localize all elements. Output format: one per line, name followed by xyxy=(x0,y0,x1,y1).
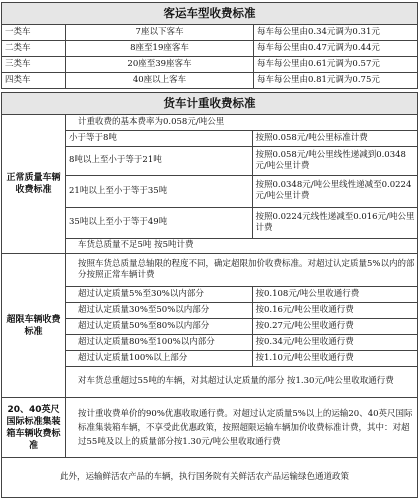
fee-rate: 每车每公里由0.81元调为0.75元 xyxy=(254,73,418,89)
table-row xyxy=(66,175,418,207)
overload-range: 超过认定质量30%至50%以内部分 xyxy=(66,302,252,318)
fee-rule: 按1.10元/吨公里收通行费 xyxy=(252,350,418,366)
table-row xyxy=(66,146,418,175)
overload-intro: 按照车货总质量总轴限的程度不同，确定超限加价收费标准。对超过认定质量5%以内的部分按照正常车辆计费 xyxy=(66,254,418,286)
vehicle-class: 四类车 xyxy=(2,73,66,89)
table-row xyxy=(66,350,418,366)
overload-range: 超过认定质量5%至30%以内部分 xyxy=(66,286,252,302)
minimum-weight-note: 车货总质量不足5吨 按5吨计费 xyxy=(66,238,418,253)
container-vehicle-section-label: 20、40英尺国际标准集装箱车辆收费标准 xyxy=(2,398,66,458)
over-55t-note: 对车货总重超过55吨的车辆，对其超过认定质量的部分 按1.30元/吨公里收取通行费 xyxy=(66,366,418,397)
fee-rule: 按0.27元/吨公里收通行费 xyxy=(252,318,418,334)
fee-rule: 按照0.058元/吨公里标准计费 xyxy=(252,130,418,146)
container-vehicle-policy: 按计重收费单价的90%优惠收取通行费。对超过认定质量5%以上的运输20、40英尺国际标准集装箱车辆，不享受此优惠政策，按照超限运输车辆加价收费标准计费，其中：对超过55吨及以上的质量部分按1.30元/吨公里收取通行费 xyxy=(66,398,418,458)
table-row xyxy=(66,302,418,318)
table-row xyxy=(2,41,418,57)
table-row xyxy=(2,57,418,73)
passenger-fee-table xyxy=(1,2,418,89)
table-row xyxy=(66,207,418,238)
seat-range: 8座至19座客车 xyxy=(66,41,254,57)
weight-range: 小于等于8吨 xyxy=(66,130,252,146)
overload-range: 超过认定质量80%至100%以内部分 xyxy=(66,334,252,350)
overload-range: 超过认定质量50%至80%以内部分 xyxy=(66,318,252,334)
fee-rule: 按0.34元/吨公里收通行费 xyxy=(252,334,418,350)
table-row xyxy=(66,130,418,146)
passenger-table-title: 客运车型收费标准 xyxy=(2,3,418,25)
fee-rate: 每车每公里由0.34元调为0.31元 xyxy=(254,25,418,41)
overload-range: 超过认定质量100%以上部分 xyxy=(66,350,252,366)
table-row xyxy=(66,334,418,350)
weight-range: 35吨以上至小于等于49吨 xyxy=(66,207,252,238)
freight-table-title: 货车计重收费标准 xyxy=(2,93,418,115)
table-row xyxy=(66,286,418,302)
overload-vehicle-section-label: 超限车辆收费标准 xyxy=(2,254,66,398)
fee-rule: 按照0.058元/吨公里线性递减到0.0348元/吨公里计费 xyxy=(252,146,418,175)
vehicle-class: 二类车 xyxy=(2,41,66,57)
fee-rule: 按照0.0224元线性递减至0.016元/吨公里计费 xyxy=(252,207,418,238)
seat-range: 20座至39座客车 xyxy=(66,57,254,73)
seat-range: 40座以上客车 xyxy=(66,73,254,89)
fee-rate: 每车每公里由0.47元调为0.44元 xyxy=(254,41,418,57)
table-row xyxy=(66,318,418,334)
weight-range: 8吨以上至小于等于21吨 xyxy=(66,146,252,175)
green-channel-policy: 此外，运输鲜活农产品的车辆，执行国务院有关鲜活农产品运输绿色通道政策 xyxy=(2,458,418,498)
table-row xyxy=(2,25,418,41)
fee-rule: 按0.108元/吨公里收通行费 xyxy=(252,286,418,302)
base-rate: 计重收费的基本费率为0.058元/吨公里 xyxy=(66,115,418,130)
overload-vehicle-section xyxy=(66,254,418,398)
seat-range: 7座以下客车 xyxy=(66,25,254,41)
vehicle-class: 一类车 xyxy=(2,25,66,41)
weight-range: 21吨以上至小于等于35吨 xyxy=(66,175,252,207)
normal-vehicle-section-label: 正常质量车辆收费标准 xyxy=(2,115,66,254)
table-row xyxy=(2,73,418,89)
normal-vehicle-section xyxy=(66,115,418,254)
vehicle-class: 三类车 xyxy=(2,57,66,73)
fee-rule: 按0.16元/吨公里收通行费 xyxy=(252,302,418,318)
freight-fee-table xyxy=(1,92,418,498)
fee-rule: 按照0.0348元/吨公里线性递减至0.0224元/吨公里计费 xyxy=(252,175,418,207)
fee-rate: 每车每公里由0.61元调为0.57元 xyxy=(254,57,418,73)
